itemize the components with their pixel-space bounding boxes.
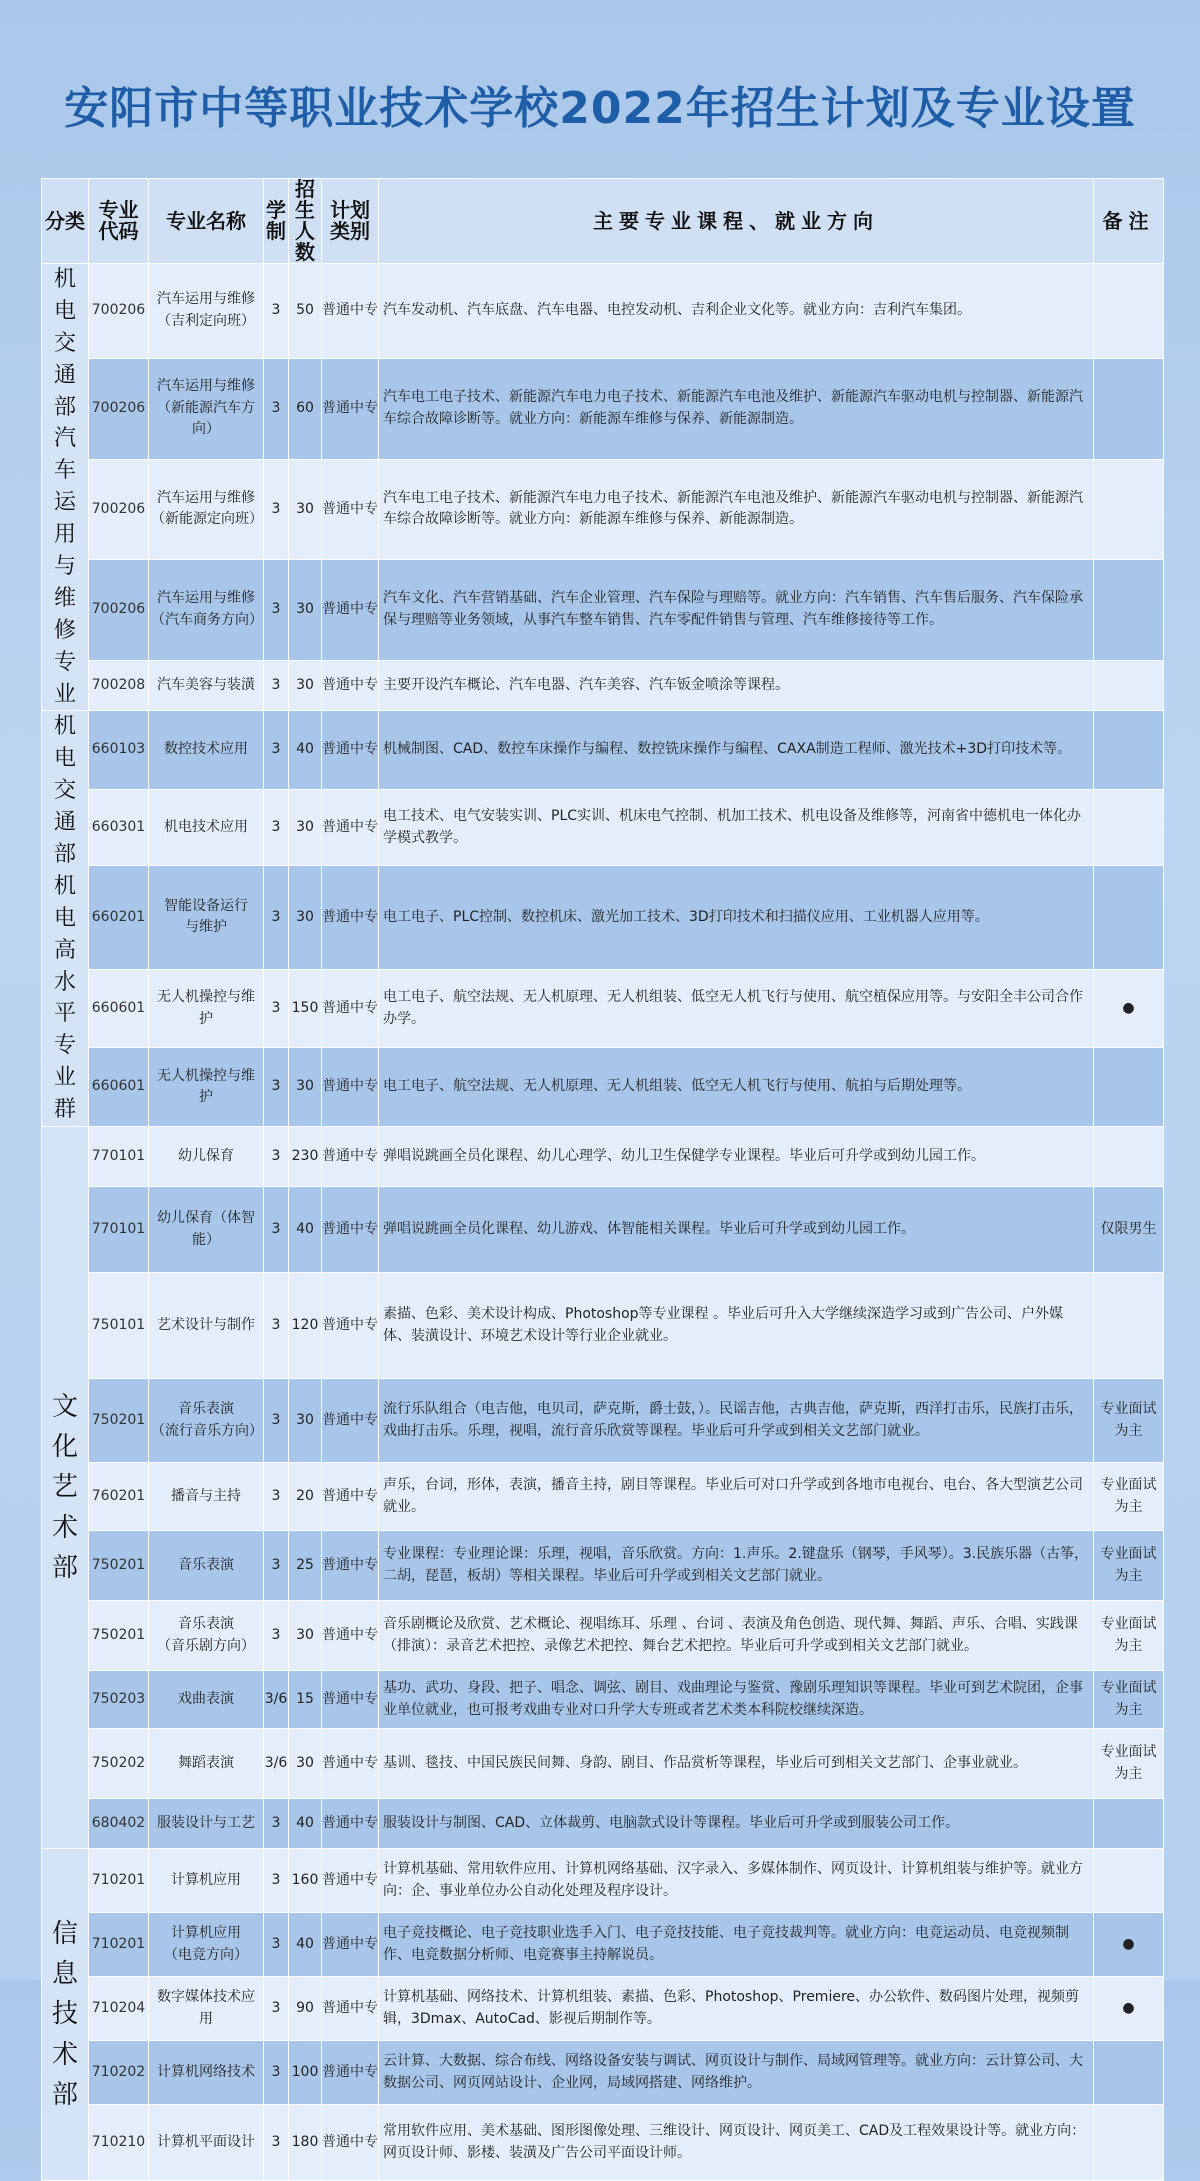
header-remark: 备注 (1094, 179, 1164, 264)
table-row (42, 1463, 1164, 1531)
remark-cell: 专业面试 为主 (1094, 1379, 1164, 1463)
enrollment-quota: 90 (289, 1977, 322, 2041)
enrollment-quota: 30 (289, 1379, 322, 1463)
courses-description: 汽车电工电子技术、新能源汽车电力电子技术、新能源汽车电池及维护、新能源汽车驱动电机与控制器、新能源汽车综合故障诊断等。就业方向：新能源车维修与保养、新能源制造。 (379, 358, 1094, 459)
major-name: 计算机网络技术 (149, 2041, 264, 2105)
table-row (42, 1273, 1164, 1379)
remark-cell (1094, 2105, 1164, 2181)
header-quota: 招生 人数 (289, 179, 322, 264)
study-years: 3 (264, 866, 289, 970)
plan-type: 普通中专 (322, 2041, 379, 2105)
courses-description: 电子竞技概论、电子竞技职业选手入门、电子竞技技能、电子竞技裁判等。就业方向：电竞运动员、电竞视频制作、电竞数据分析师、电竞赛事主持解说员。 (379, 1913, 1094, 1977)
major-code: 700206 (89, 459, 149, 560)
major-code: 770101 (89, 1187, 149, 1273)
major-name: 音乐表演 (149, 1531, 264, 1601)
study-years: 3 (264, 1187, 289, 1273)
table-row (42, 358, 1164, 459)
courses-description: 机械制图、CAD、数控车床操作与编程、数控铣床操作与编程、CAXA制造工程师、激光技术+3D打印技术等。 (379, 711, 1094, 790)
table-row (42, 264, 1164, 359)
study-years: 3 (264, 264, 289, 359)
major-name: 音乐表演 （音乐剧方向） (149, 1601, 264, 1671)
plan-type: 普通中专 (322, 1799, 379, 1849)
courses-description: 常用软件应用、美术基础、图形图像处理、三维设计、网页设计、网页美工、CAD及工程效果设计等。就业方向：网页设计师、影楼、装潢及广告公司平面设计师。 (379, 2105, 1094, 2181)
enrollment-quota: 230 (289, 1127, 322, 1187)
table-row (42, 1671, 1164, 1729)
plan-type: 普通中专 (322, 1671, 379, 1729)
header-plan-type: 计划 类别 (322, 179, 379, 264)
major-name: 数字媒体技术应用 (149, 1977, 264, 2041)
major-code: 700206 (89, 264, 149, 359)
plan-type: 普通中专 (322, 1977, 379, 2041)
major-name: 无人机操控与维护 (149, 1048, 264, 1127)
table-row (42, 1913, 1164, 1977)
study-years: 3 (264, 1273, 289, 1379)
courses-description: 汽车发动机、汽车底盘、汽车电器、电控发动机、吉利企业文化等。就业方向：吉利汽车集团。 (379, 264, 1094, 359)
enrollment-quota: 30 (289, 1729, 322, 1799)
category-subname: 机电高 水平专 业群 (53, 873, 76, 1123)
category-subname: 汽车运 用与维 修专业 (53, 426, 76, 707)
plan-type: 普通中专 (322, 1913, 379, 1977)
major-name: 汽车运用与维修 （吉利定向班） (149, 264, 264, 359)
remark-cell: 专业面试 为主 (1094, 1671, 1164, 1729)
courses-description: 服装设计与制图、CAD、立体裁剪、电脑款式设计等课程。毕业后可升学或到服装公司工作。 (379, 1799, 1094, 1849)
plan-type: 普通中专 (322, 711, 379, 790)
plan-type: 普通中专 (322, 1463, 379, 1531)
major-code: 760201 (89, 1463, 149, 1531)
plan-type: 普通中专 (322, 1379, 379, 1463)
remark-cell: ● (1094, 1977, 1164, 2041)
remark-cell (1094, 661, 1164, 711)
remark-cell: ● (1094, 969, 1164, 1048)
major-code: 770101 (89, 1127, 149, 1187)
plan-type: 普通中专 (322, 358, 379, 459)
category-name: 机电 交通 部 (53, 267, 76, 420)
major-name: 幼儿保育（体智能） (149, 1187, 264, 1273)
major-name: 幼儿保育 (149, 1127, 264, 1187)
study-years: 3 (264, 1849, 289, 1913)
courses-description: 汽车文化、汽车营销基础、汽车企业管理、汽车保险与理赔等。就业方向：汽车销售、汽车售后服务、汽车保险承保与理赔等业务领域，从事汽车整车销售、汽车零配件销售与管理、汽车维修接待等工作。 (379, 560, 1094, 661)
major-name: 计算机应用 （电竞方向） (149, 1913, 264, 1977)
enrollment-quota: 25 (289, 1531, 322, 1601)
study-years: 3 (264, 459, 289, 560)
enrollment-plan-table (41, 178, 1164, 2181)
table-row (42, 711, 1164, 790)
enrollment-quota: 40 (289, 1913, 322, 1977)
remark-cell (1094, 560, 1164, 661)
enrollment-quota: 30 (289, 1601, 322, 1671)
header-category: 分类 (42, 179, 89, 264)
table-row (42, 969, 1164, 1048)
enrollment-quota: 150 (289, 969, 322, 1048)
study-years: 3 (264, 1799, 289, 1849)
remark-cell (1094, 1799, 1164, 1849)
plan-type: 普通中专 (322, 2105, 379, 2181)
table-row (42, 1531, 1164, 1601)
remark-cell (1094, 459, 1164, 560)
major-code: 700206 (89, 358, 149, 459)
courses-description: 声乐，台词，形体，表演，播音主持，剧目等课程。毕业后可对口升学或到各地市电视台、电台、各大型演艺公司就业。 (379, 1463, 1094, 1531)
remark-cell (1094, 264, 1164, 359)
major-name: 机电技术应用 (149, 790, 264, 866)
plan-type: 普通中专 (322, 1601, 379, 1671)
major-code: 700206 (89, 560, 149, 661)
enrollment-quota: 100 (289, 2041, 322, 2105)
study-years: 3 (264, 1977, 289, 2041)
remark-cell: 仅限男生 (1094, 1187, 1164, 1273)
table-row (42, 560, 1164, 661)
major-code: 750201 (89, 1379, 149, 1463)
major-name: 汽车运用与维修 （汽车商务方向） (149, 560, 264, 661)
remark-cell: 专业面试 为主 (1094, 1531, 1164, 1601)
major-code: 710210 (89, 2105, 149, 2181)
enrollment-quota: 60 (289, 358, 322, 459)
study-years: 3 (264, 2105, 289, 2181)
major-code: 680402 (89, 1799, 149, 1849)
major-name: 舞蹈表演 (149, 1729, 264, 1799)
major-code: 750203 (89, 1671, 149, 1729)
study-years: 3 (264, 560, 289, 661)
remark-cell (1094, 711, 1164, 790)
study-years: 3/6 (264, 1729, 289, 1799)
category-cell (42, 1127, 89, 1849)
courses-description: 计算机基础、常用软件应用、计算机网络基础、汉字录入、多媒体制作、网页设计、计算机组装与维护等。就业方向：企、事业单位办公自动化处理及程序设计。 (379, 1849, 1094, 1913)
courses-description: 素描、色彩、美术设计构成、Photoshop等专业课程 。毕业后可升入大学继续深造学习或到广告公司、户外媒体、装潢设计、环境艺术设计等行业企业就业。 (379, 1273, 1094, 1379)
header-courses: 主要专业课程、就业方向 (379, 179, 1094, 264)
category-name: 信 息 技 术 部 (51, 1918, 78, 2110)
category-cell (42, 264, 89, 711)
plan-type: 普通中专 (322, 661, 379, 711)
major-code: 660601 (89, 969, 149, 1048)
major-name: 音乐表演 （流行音乐方向） (149, 1379, 264, 1463)
courses-description: 电工电子、航空法规、无人机原理、无人机组装、低空无人机飞行与使用、航空植保应用等。与安阳全丰公司合作办学。 (379, 969, 1094, 1048)
remark-cell (1094, 1048, 1164, 1127)
remark-cell (1094, 866, 1164, 970)
enrollment-quota: 50 (289, 264, 322, 359)
enrollment-quota: 30 (289, 560, 322, 661)
category-cell (42, 1849, 89, 2181)
remark-cell: 专业面试 为主 (1094, 1463, 1164, 1531)
enrollment-quota: 30 (289, 1048, 322, 1127)
study-years: 3/6 (264, 1671, 289, 1729)
courses-description: 基训、毯技、中国民族民间舞、身韵、剧目、作品赏析等课程，毕业后可到相关文艺部门、企事业就业。 (379, 1729, 1094, 1799)
major-name: 计算机平面设计 (149, 2105, 264, 2181)
table-row (42, 1187, 1164, 1273)
header-years: 学 制 (264, 179, 289, 264)
remark-cell (1094, 2041, 1164, 2105)
plan-type: 普通中专 (322, 969, 379, 1048)
major-code: 750201 (89, 1531, 149, 1601)
category-cell (42, 711, 89, 1127)
major-code: 750201 (89, 1601, 149, 1671)
major-code: 660601 (89, 1048, 149, 1127)
study-years: 3 (264, 1379, 289, 1463)
page-title: 安阳市中等职业技术学校2022年招生计划及专业设置 (64, 83, 1136, 134)
study-years: 3 (264, 661, 289, 711)
table-row (42, 459, 1164, 560)
table-row (42, 1048, 1164, 1127)
study-years: 3 (264, 1048, 289, 1127)
study-years: 3 (264, 1463, 289, 1531)
courses-description: 汽车电工电子技术、新能源汽车电力电子技术、新能源汽车电池及维护、新能源汽车驱动电机与控制器、新能源汽车综合故障诊断等。就业方向：新能源车维修与保养、新能源制造。 (379, 459, 1094, 560)
major-name: 播音与主持 (149, 1463, 264, 1531)
plan-type: 普通中专 (322, 1127, 379, 1187)
major-code: 750202 (89, 1729, 149, 1799)
courses-description: 专业课程：专业理论课：乐理，视唱，音乐欣赏。方向：1.声乐。2.键盘乐（钢琴，手风琴）。3.民族乐器（古筝，二胡，琵琶，板胡）等相关课程。毕业后可升学或到相关文艺部门就业。 (379, 1531, 1094, 1601)
header-code: 专业 代码 (89, 179, 149, 264)
table-row (42, 1729, 1164, 1799)
remark-cell: ● (1094, 1913, 1164, 1977)
category-name: 机电 交通 部 (53, 714, 76, 868)
courses-description: 电工电子、PLC控制、数控机床、激光加工技术、3D打印技术和扫描仪应用、工业机器人应用等。 (379, 866, 1094, 970)
plan-type: 普通中专 (322, 1273, 379, 1379)
plan-type: 普通中专 (322, 1729, 379, 1799)
courses-description: 弹唱说跳画全员化课程、幼儿心理学、幼儿卫生保健学专业课程。毕业后可升学或到幼儿园工作。 (379, 1127, 1094, 1187)
courses-description: 流行乐队组合（电吉他，电贝司，萨克斯，爵士鼓，）。民谣吉他，古典吉他，萨克斯，西洋打击乐，民族打击乐，戏曲打击乐。乐理，视唱，流行音乐欣赏等课程。毕业后可升学或到相关文艺部门就业。 (379, 1379, 1094, 1463)
major-code: 660301 (89, 790, 149, 866)
plan-type: 普通中专 (322, 866, 379, 970)
major-code: 750101 (89, 1273, 149, 1379)
table-row (42, 866, 1164, 970)
major-code: 710204 (89, 1977, 149, 2041)
enrollment-quota: 30 (289, 459, 322, 560)
enrollment-quota: 30 (289, 661, 322, 711)
remark-cell: 专业面试 为主 (1094, 1729, 1164, 1799)
major-name: 戏曲表演 (149, 1671, 264, 1729)
remark-cell (1094, 1127, 1164, 1187)
plan-type: 普通中专 (322, 560, 379, 661)
courses-description: 基功、武功、身段、把子、唱念、调弦、剧目、戏曲理论与鉴赏、豫剧乐理知识等课程。毕业可到艺术院团，企事业单位就业，也可报考戏曲专业对口升学大专班或者艺术类本科院校继续深造。 (379, 1671, 1094, 1729)
enrollment-quota: 15 (289, 1671, 322, 1729)
plan-type: 普通中专 (322, 790, 379, 866)
study-years: 3 (264, 2041, 289, 2105)
table-row (42, 1977, 1164, 2041)
enrollment-quota: 40 (289, 1187, 322, 1273)
major-code: 710202 (89, 2041, 149, 2105)
plan-type: 普通中专 (322, 1187, 379, 1273)
courses-description: 电工电子、航空法规、无人机原理、无人机组装、低空无人机飞行与使用、航拍与后期处理等。 (379, 1048, 1094, 1127)
major-name: 汽车运用与维修 （新能源定向班） (149, 459, 264, 560)
enrollment-quota: 30 (289, 790, 322, 866)
table-row (42, 1379, 1164, 1463)
major-name: 数控技术应用 (149, 711, 264, 790)
enrollment-quota: 180 (289, 2105, 322, 2181)
remark-cell: 专业面试 为主 (1094, 1601, 1164, 1671)
remark-cell (1094, 790, 1164, 866)
major-code: 710201 (89, 1849, 149, 1913)
major-name: 汽车运用与维修 （新能源汽车方向） (149, 358, 264, 459)
study-years: 3 (264, 1531, 289, 1601)
plan-type: 普通中专 (322, 1531, 379, 1601)
table-row (42, 2041, 1164, 2105)
header-name: 专业名称 (149, 179, 264, 264)
enrollment-quota: 40 (289, 711, 322, 790)
major-code: 700208 (89, 661, 149, 711)
study-years: 3 (264, 358, 289, 459)
study-years: 3 (264, 1913, 289, 1977)
remark-cell (1094, 1273, 1164, 1379)
table-row (42, 1799, 1164, 1849)
plan-type: 普通中专 (322, 264, 379, 359)
study-years: 3 (264, 969, 289, 1048)
courses-description: 电工技术、电气安装实训、PLC实训、机床电气控制、机加工技术、机电设备及维修等，河南省中德机电一体化办学模式教学。 (379, 790, 1094, 866)
courses-description: 云计算、大数据、综合布线、网络设备安装与调试、网页设计与制作、局域网管理等。就业方向：云计算公司、大数据公司、网页网站设计、企业网，局域网搭建、网络维护。 (379, 2041, 1094, 2105)
major-code: 660103 (89, 711, 149, 790)
courses-description: 弹唱说跳画全员化课程、幼儿游戏、体智能相关课程。毕业后可升学或到幼儿园工作。 (379, 1187, 1094, 1273)
enrollment-quota: 20 (289, 1463, 322, 1531)
table-row (42, 661, 1164, 711)
plan-type: 普通中专 (322, 459, 379, 560)
table-row (42, 2105, 1164, 2181)
category-name: 文 化 艺 术 部 (51, 1391, 78, 1583)
study-years: 3 (264, 790, 289, 866)
major-name: 艺术设计与制作 (149, 1273, 264, 1379)
major-code: 710201 (89, 1913, 149, 1977)
major-name: 服装设计与工艺 (149, 1799, 264, 1849)
courses-description: 主要开设汽车概论、汽车电器、汽车美容、汽车钣金喷涂等课程。 (379, 661, 1094, 711)
major-name: 计算机应用 (149, 1849, 264, 1913)
table-row (42, 1601, 1164, 1671)
major-name: 智能设备运行 与维护 (149, 866, 264, 970)
courses-description: 计算机基础、网络技术、计算机组装、素描、色彩、Photoshop、Premiere、办公软件、数码图片处理，视频剪辑，3Dmax、AutoCad、影视后期制作等。 (379, 1977, 1094, 2041)
remark-cell (1094, 1849, 1164, 1913)
enrollment-quota: 40 (289, 1799, 322, 1849)
major-name: 无人机操控与维护 (149, 969, 264, 1048)
table-row (42, 1849, 1164, 1913)
table-row (42, 1127, 1164, 1187)
study-years: 3 (264, 711, 289, 790)
enrollment-quota: 120 (289, 1273, 322, 1379)
plan-type: 普通中专 (322, 1048, 379, 1127)
table-header-row (42, 179, 1164, 264)
plan-type: 普通中专 (322, 1849, 379, 1913)
remark-cell (1094, 358, 1164, 459)
study-years: 3 (264, 1127, 289, 1187)
major-code: 660201 (89, 866, 149, 970)
enrollment-quota: 160 (289, 1849, 322, 1913)
table-row (42, 790, 1164, 866)
study-years: 3 (264, 1601, 289, 1671)
major-name: 汽车美容与装潢 (149, 661, 264, 711)
enrollment-quota: 30 (289, 866, 322, 970)
courses-description: 音乐剧概论及欣赏、艺术概论、视唱练耳、乐理 、台词 、表演及角色创造、现代舞、舞蹈、声乐、合唱、实践课（排演）：录音艺术把控、录像艺术把控、舞台艺术把控。毕业后可升学或到相关文艺部门就业。 (379, 1601, 1094, 1671)
